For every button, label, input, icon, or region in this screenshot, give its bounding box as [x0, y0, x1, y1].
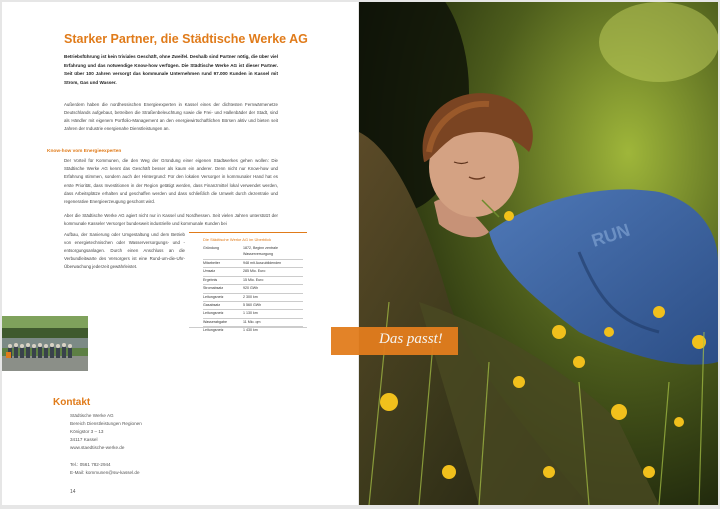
- intro-paragraph: Betriebsführung ist kein triviales Geschäft, ohne Zweifel. Deshalb sind Partner nötig, die über viel Erfahrung und das notwendige Know-how verfügen. Die Städtische Werke AG ist dieser Partner. Seit über 100 Jahren versorgt das kommunale Unternehmen rund 97.000 Kunden in Kassel mit Strom, Gas und Wasser.: [64, 54, 278, 85]
- right-page-photo: [359, 2, 718, 505]
- fact-box-title: Die Städtische Werke AG im Überblick: [203, 237, 272, 242]
- fact-row: Gasabsatz 5 560 GWh: [203, 302, 303, 310]
- svg-text:RUN: RUN: [589, 219, 633, 251]
- fact-row: Leitungsnetz 2 300 km: [203, 294, 303, 302]
- fact-row: Umsatz 285 Mio. Euro: [203, 268, 303, 276]
- contact-address: Städtische Werke AG Bereich Dienstleistungen Regionen Königstor 3 – 13 34117 Kassel www.staedtische-werke.de: [70, 413, 142, 450]
- body-paragraph-2: Der Vorteil für Kommunen, die den Weg der Gründung einer eigenen Stadtwerkes gehen wollen: Die Städtische Werke AG kennt das Geschäft besser als kaum ein anderer. Denn nicht nur Know-how und Erfahrung stimmen, sondern auch der Hintergrund: Für den lokalen Versorger in kommunaler Hand hat es erste Priorität, dass Investitionen in der Region getätigt werden, dass Finanzmittel lokal verwendet werden, dass Arbeitsplätze erhalten und geschaffen werden und dass schließlich die Umwelt durch dezentrale und regenerative Energieerzeugung geschont wird.: [64, 158, 278, 205]
- team-photo: [2, 316, 88, 371]
- fact-row: Wasserabgabe 11 Mio. qm: [203, 319, 303, 327]
- tagline-banner: [331, 327, 458, 355]
- fact-row: Leitungsnetz 1 130 km: [203, 310, 303, 318]
- fact-row: Gründung 1872, Beginn zentrale Wasserversorgung: [203, 245, 303, 260]
- subheading: Know-how vom Energieexperten: [47, 149, 122, 154]
- fact-row: Leitungsnetz 1 430 km: [203, 328, 258, 333]
- fact-row: Mitarbeiter 948 mit Auszubildenden: [203, 260, 303, 268]
- page-headline: Starker Partner, die Städtische Werke AG: [64, 32, 308, 46]
- page-number: 14: [70, 489, 76, 495]
- body-paragraph-4: Aufbau, der Sanierung oder Umgestaltung und dem Betrieb von energietechnischen oder Wasserversorgungs- und -entsorgungsanlagen. Durch einen Anschluss an die Verbundleitwarte des Versorgers ist eine Rund-um-die-Uhr-Überwachung jederzeit gewährleistet.: [64, 232, 185, 270]
- body-paragraph-3: Aber die Städtische Werke AG agiert nicht nur in Kassel und Nordhessen. Seit vielen Jahren unterstützt der kommunale Kasseler Versorger bundesweit industrielle und kommunale Kunden bei: [64, 213, 278, 227]
- fact-row: Stromabsatz 920 GWh: [203, 285, 303, 293]
- boy-in-meadow-photo: [359, 2, 718, 505]
- contact-heading: Kontakt: [53, 397, 91, 408]
- tagline-text: Das passt!: [379, 331, 443, 347]
- left-page: [2, 2, 358, 505]
- body-paragraph-1: Außerdem haben die nordhessischen Energieexperten in Kassel eines der dichtesten Fernwärmenetze Deutschlands aufgebaut, betreiben die Straßenbeleuchtung sowie die Frei- und Hallenbäder der Stadt, sind als Händler mit eigenem Portfolio-Management an den energiewirtschaftlichen Börsen aktiv und bieten seit Jahren der Industrie energienahe Dienstleistungen an.: [64, 102, 278, 132]
- fact-box: [189, 232, 307, 333]
- contact-phone-email: Tel.: 0561 782-2944 E-Mail: kommunen@sw-kassel.de: [70, 462, 140, 475]
- fact-row: Ergebnis 15 Mio. Euro: [203, 277, 303, 285]
